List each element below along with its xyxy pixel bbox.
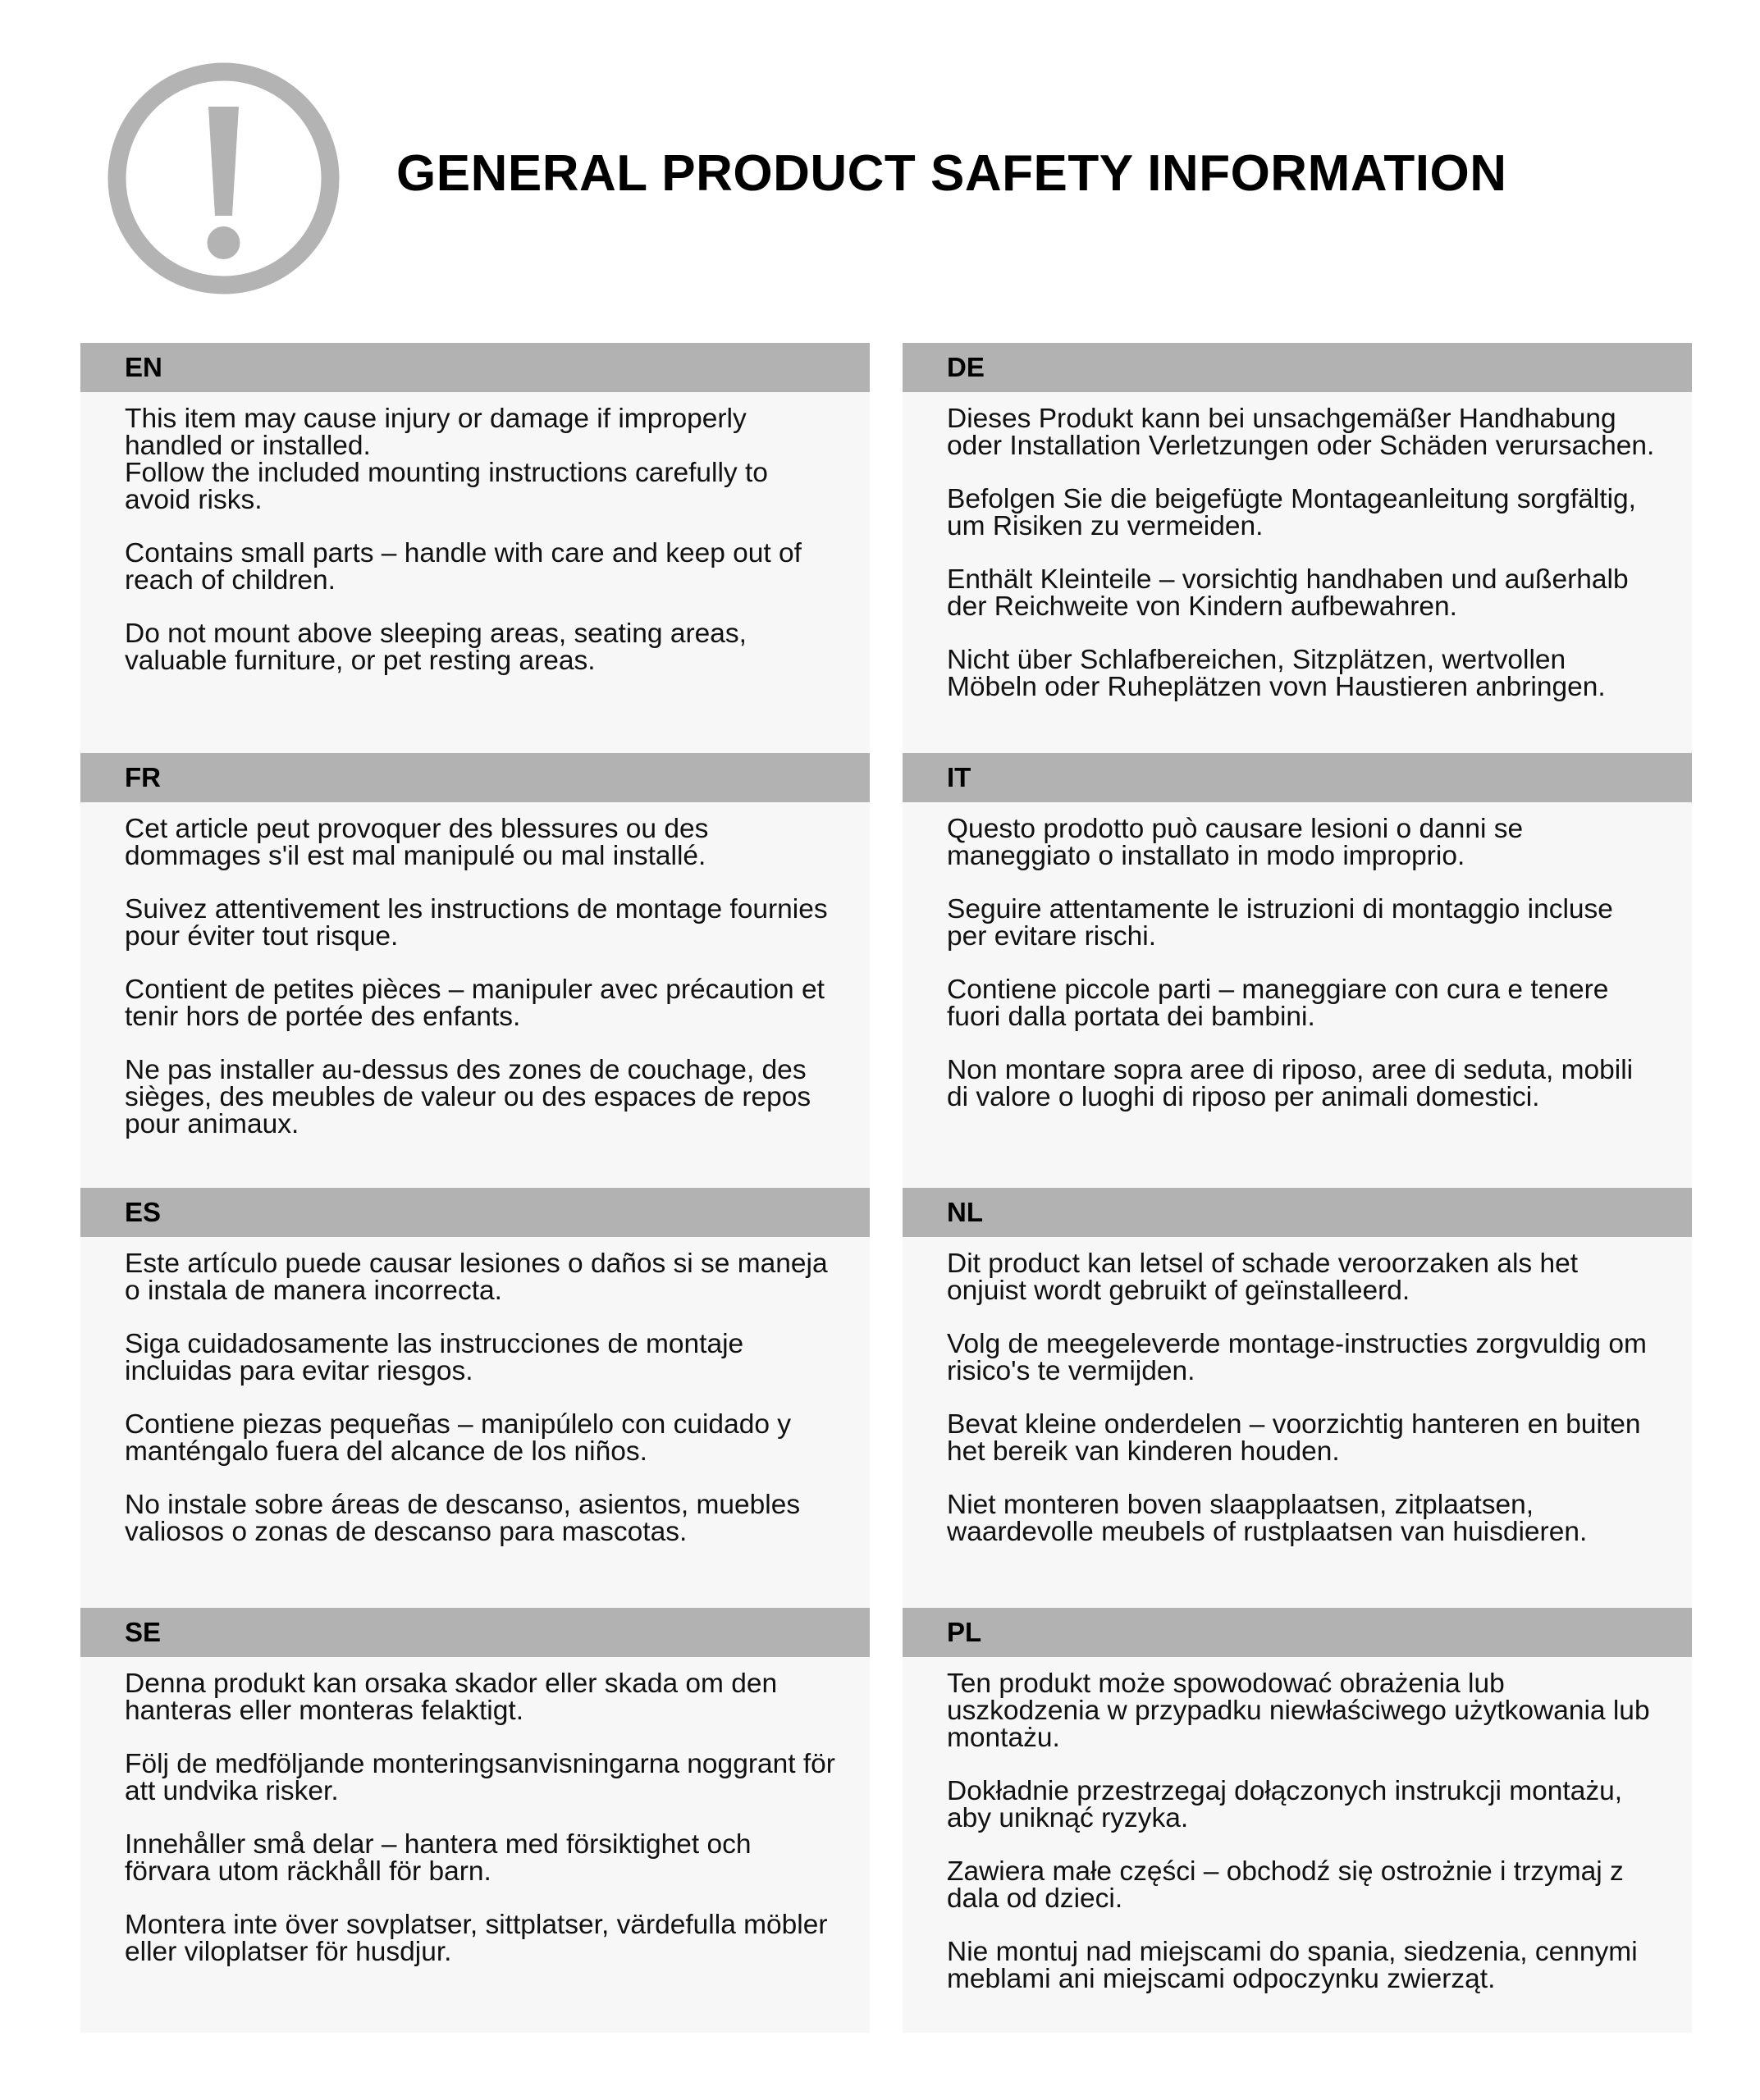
- section-header: [80, 753, 870, 802]
- language-code: DE: [947, 352, 985, 382]
- paragraph: Do not mount above sleeping areas, seating areas, valuable furniture, or pet resting areas.: [125, 619, 747, 676]
- section-header: [80, 1188, 870, 1237]
- paragraph: Denna produkt kan orsaka skador eller skada om den hanteras eller monteras felaktigt.: [125, 1669, 778, 1726]
- section-en: [80, 343, 870, 753]
- paragraph: Contiene piezas pequeñas – manipúlelo con cuidado y manténgalo fuera del alcance de los niños.: [125, 1409, 792, 1467]
- page-header: [0, 0, 1760, 328]
- section-header: [903, 343, 1692, 392]
- section-nl: [903, 1188, 1692, 1608]
- section-it: [903, 753, 1692, 1188]
- paragraph: Dieses Produkt kann bei unsachgemäßer Handhabung oder Installation Verletzungen oder Schäden verursachen.: [947, 404, 1655, 461]
- paragraph: Non montare sopra aree di riposo, aree di seduta, mobili di valore o luoghi di riposo per animali domestici.: [947, 1055, 1634, 1112]
- language-code: PL: [947, 1617, 982, 1647]
- paragraph: Zawiera małe części – obchodź się ostrożnie i trzymaj z dala od dzieci.: [947, 1856, 1624, 1914]
- paragraph: Siga cuidadosamente las instrucciones de montaje incluidas para evitar riesgos.: [125, 1329, 744, 1386]
- section-header: [80, 1608, 870, 1657]
- paragraph: Questo prodotto può causare lesioni o danni se maneggiato o installato in modo improprio.: [947, 814, 1524, 871]
- language-code: NL: [947, 1197, 983, 1227]
- paragraph: Dokładnie przestrzegaj dołączonych instrukcji montażu, aby uniknąć ryzyka.: [947, 1776, 1623, 1833]
- paragraph: Este artículo puede causar lesiones o daños si se maneja o instala de manera incorrecta.: [125, 1249, 828, 1306]
- paragraph: Cet article peut provoquer des blessures ou des dommages s'il est mal manipulé ou mal installé.: [125, 814, 709, 871]
- language-code: FR: [125, 762, 161, 792]
- paragraph: Ten produkt może spowodować obrażenia lub uszkodzenia w przypadku niewłaściwego użytkowania lub montażu.: [947, 1669, 1650, 1753]
- paragraph: Befolgen Sie die beigefügte Montageanleitung sorgfältig, um Risiken zu vermeiden.: [947, 484, 1636, 541]
- section-body: [903, 392, 1692, 717]
- paragraph: Bevat kleine onderdelen – voorzichtig hanteren en buiten het bereik van kinderen houden.: [947, 1409, 1641, 1467]
- paragraph: Nie montuj nad miejscami do spania, siedzenia, cennymi meblami ani miejscami odpoczynku zwierząt.: [947, 1937, 1638, 1994]
- paragraph: This item may cause injury or damage if improperly handled or installed. Follow the included mounting instructions carefully to avoid risks.: [125, 404, 768, 515]
- paragraph: Volg de meegeleverde montage-instructies zorgvuldig om risico's te vermijden.: [947, 1329, 1647, 1386]
- warning-exclamation-icon: [107, 62, 341, 295]
- section-body: [80, 1657, 870, 1982]
- language-code: IT: [947, 762, 971, 792]
- paragraph: Nicht über Schlafbereichen, Sitzplätzen, wertvollen Möbeln oder Ruheplätzen vovn Haustieren anbringen.: [947, 645, 1606, 702]
- paragraph: Suivez attentivement les instructions de montage fournies pour éviter tout risque.: [125, 894, 828, 952]
- paragraph: Seguire attentamente le istruzioni di montaggio incluse per evitare rischi.: [947, 894, 1613, 952]
- section-header: [903, 1188, 1692, 1237]
- section-body: [80, 802, 870, 1154]
- language-code: ES: [125, 1197, 162, 1227]
- paragraph: No instale sobre áreas de descanso, asientos, muebles valiosos o zonas de descanso para mascotas.: [125, 1490, 801, 1547]
- section-body: [903, 802, 1692, 1127]
- section-header: [903, 1608, 1692, 1657]
- paragraph: Contiene piccole parti – maneggiare con cura e tenere fuori dalla portata dei bambini.: [947, 975, 1609, 1032]
- section-se: [80, 1608, 870, 2033]
- section-body: [80, 1237, 870, 1562]
- section-body: [903, 1237, 1692, 1562]
- section-de: [903, 343, 1692, 753]
- section-fr: [80, 753, 870, 1188]
- section-body: [903, 1657, 1692, 2009]
- section-es: [80, 1188, 870, 1608]
- paragraph: Dit product kan letsel of schade veroorzaken als het onjuist wordt gebruikt of geïnstalleerd.: [947, 1249, 1579, 1306]
- section-header: [903, 753, 1692, 802]
- paragraph: Contains small parts – handle with care and keep out of reach of children.: [125, 538, 802, 596]
- paragraph: Innehåller små delar – hantera med försiktighet och förvara utom räckhåll för barn.: [125, 1829, 752, 1887]
- paragraph: Enthält Kleinteile – vorsichtig handhaben und außerhalb der Reichweite von Kindern aufbewahren.: [947, 564, 1629, 622]
- paragraph: Ne pas installer au-dessus des zones de couchage, des sièges, des meubles de valeur ou des espaces de repos pour animaux.: [125, 1055, 811, 1139]
- section-header: [80, 343, 870, 392]
- paragraph: Följ de medföljande monteringsanvisningarna noggrant för att undvika risker.: [125, 1749, 835, 1806]
- language-code: EN: [125, 352, 162, 382]
- paragraph: Niet monteren boven slaapplaatsen, zitplaatsen, waardevolle meubels of rustplaatsen van huisdieren.: [947, 1490, 1588, 1547]
- page-title: GENERAL PRODUCT SAFETY INFORMATION: [396, 145, 1507, 202]
- section-body: [80, 392, 870, 691]
- language-code: SE: [125, 1617, 162, 1647]
- paragraph: Contient de petites pièces – manipuler avec précaution et tenir hors de portée des enfants.: [125, 975, 825, 1032]
- paragraph: Montera inte över sovplatser, sittplatser, värdefulla möbler eller viloplatser för husdjur.: [125, 1910, 828, 1967]
- section-pl: [903, 1608, 1692, 2033]
